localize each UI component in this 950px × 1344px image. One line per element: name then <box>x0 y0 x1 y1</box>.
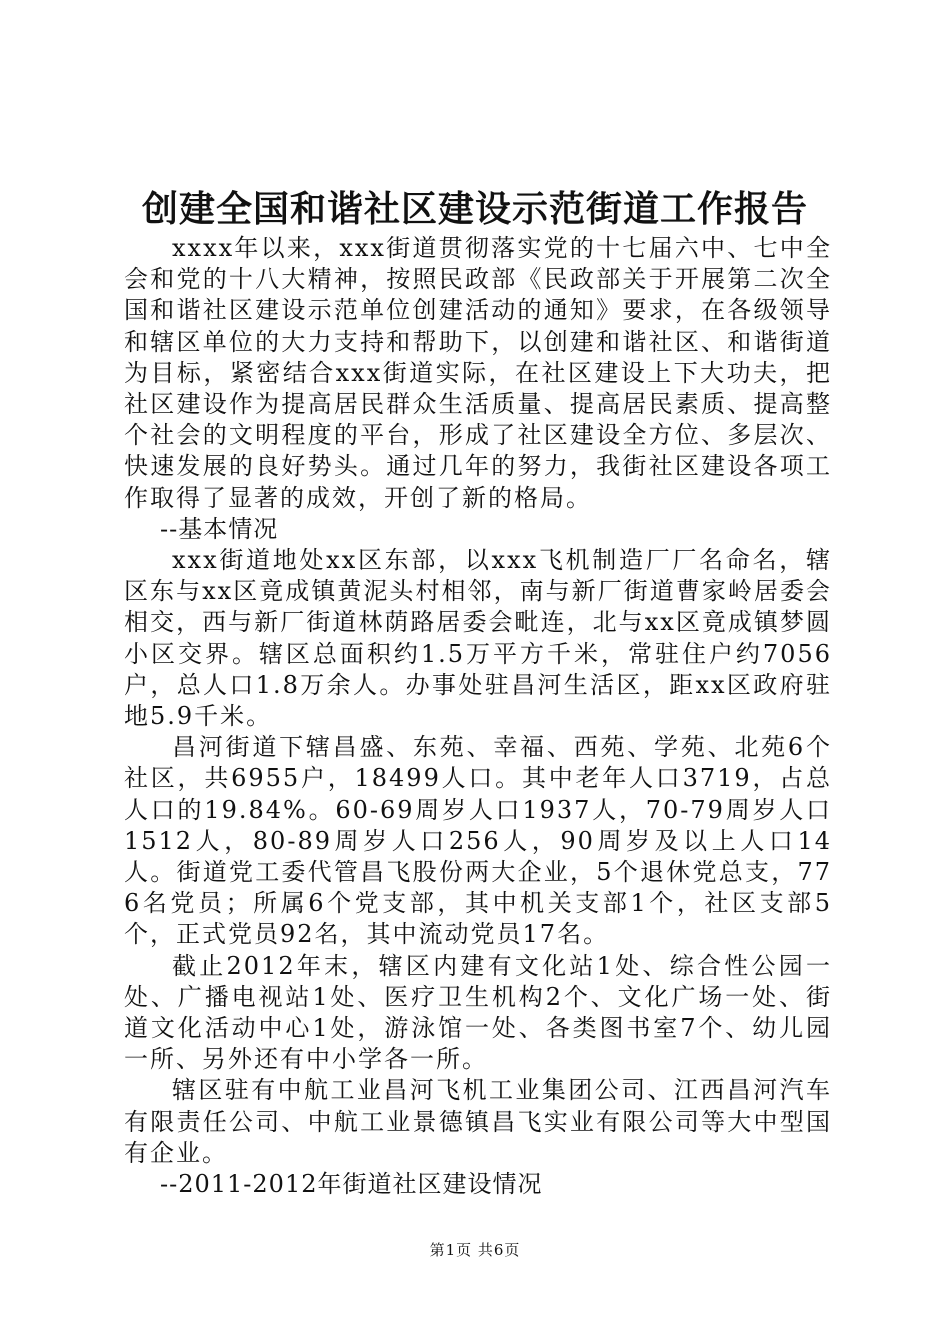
document-body <box>124 233 832 1200</box>
paragraph-facilities: 截止2012年末，辖区内建有文化站1处、综合性公园一处、广播电视站1处、医疗卫生机构2个、文化广场一处、街道文化活动中心1处，游泳馆一处、各类图书室7个、幼儿园一所、另外还有中小学各一所。 <box>124 951 832 1074</box>
section-heading-basic-situation: --基本情况 <box>160 514 279 543</box>
document-title: 创建全国和谐社区建设示范街道工作报告 <box>141 188 808 230</box>
paragraph-intro: xxxx年以来，xxx街道贯彻落实党的十七届六中、七中全会和党的十八大精神，按照民政部《民政部关于开展第二次全国和谐社区建设示范单位创建活动的通知》要求，在各级领导和辖区单位的大力支持和帮助下，以创建和谐社区、和谐街道为目标，紧密结合xxx街道实际，在社区建设上下大功夫，把社区建设作为提高居民群众生活质量、提高居民素质、提高整个社会的文明程度的平台，形成了社区建设全方位、多层次、快速发展的良好势头。通过几年的努力，我街社区建设各项工作取得了显著的成效，开创了新的格局。 <box>124 234 832 512</box>
paragraph-enterprises: 辖区驻有中航工业昌河飞机工业集团公司、江西昌河汽车有限责任公司、中航工业景德镇昌飞实业有限公司等大中型国有企业。 <box>124 1076 832 1167</box>
page-footer: 第1页 共6页 <box>429 1241 521 1259</box>
paragraph-population: 昌河街道下辖昌盛、东苑、幸福、西苑、学苑、北苑6个社区，共6955户，18499人口。其中老年人口3719，占总人口的19.84%。60-69周岁人口1937人，70-79周岁人口1512人，80-89周岁人口256人，90周岁及以上人口14人。街道党工委代管昌飞股份两大企业，5个退休党总支，776名党员；所属6个党支部，其中机关支部1个，社区支部5个，正式党员92名，其中流动党员17名。 <box>124 733 832 949</box>
section-heading-construction: --2011-2012年街道社区建设情况 <box>160 1170 543 1199</box>
paragraph-location: xxx街道地处xx区东部，以xxx飞机制造厂厂名命名，辖区东与xx区竟成镇黄泥头村相邻，南与新厂街道曹家岭居委会相交，西与新厂街道林荫路居委会毗连，北与xx区竟成镇梦圆小区交界。辖区总面积约1.5万平方千米，常驻住户约7056户，总人口1.8万余人。办事处驻昌河生活区，距xx区政府驻地5.9千米。 <box>124 546 832 731</box>
